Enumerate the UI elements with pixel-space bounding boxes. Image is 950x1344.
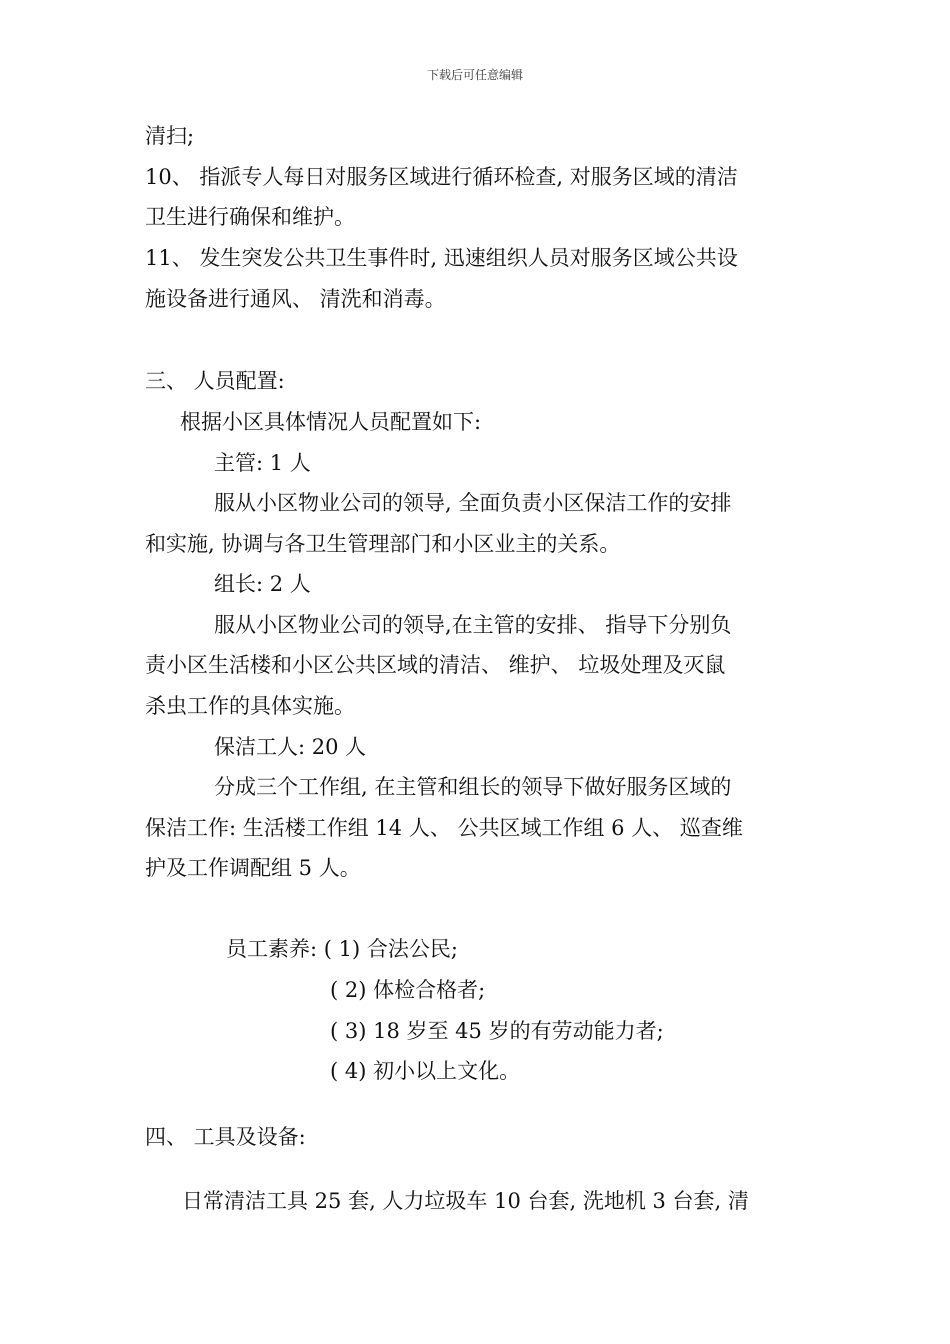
body-line: 护及工作调配组 5 人。	[145, 856, 361, 880]
body-line: 杀虫工作的具体实施。	[145, 694, 355, 718]
body-line: 责小区生活楼和小区公共区域的清洁、 维护、 垃圾处理及灭鼠	[145, 653, 726, 677]
body-line: 和实施, 协调与各卫生管理部门和小区业主的关系。	[145, 532, 621, 556]
section-heading: 四、 工具及设备:	[145, 1125, 306, 1149]
body-line: 服从小区物业公司的领导, 全面负责小区保洁工作的安排	[214, 491, 732, 515]
body-line: 日常清洁工具 25 套, 人力垃圾车 10 台套, 洗地机 3 台套, 清	[182, 1189, 749, 1213]
staff-quality-line: ( 2) 体检合格者;	[330, 978, 486, 1002]
body-line: 分成三个工作组, 在主管和组长的领导下做好服务区域的	[214, 775, 732, 799]
body-line: 清扫;	[145, 124, 195, 148]
body-line: 根据小区具体情况人员配置如下:	[180, 410, 482, 434]
page-header: 下载后可任意编辑	[426, 68, 523, 82]
section-heading: 三、 人员配置:	[145, 369, 285, 393]
body-line: 11、 发生突发公共卫生事件时, 迅速组织人员对服务区域公共设	[145, 246, 738, 270]
role-heading: 组长: 2 人	[214, 572, 311, 596]
body-line: 10、 指派专人每日对服务区域进行循环检查, 对服务区域的清洁	[145, 165, 738, 189]
staff-quality-line: ( 4) 初小以上文化。	[330, 1059, 521, 1083]
body-line: 服从小区物业公司的领导,在主管的安排、 指导下分别负	[214, 613, 732, 637]
staff-quality-line: ( 3) 18 岁至 45 岁的有劳动能力者;	[330, 1019, 664, 1043]
body-line: 保洁工作: 生活楼工作组 14 人、 公共区域工作组 6 人、 巡查维	[145, 816, 743, 840]
role-heading: 主管: 1 人	[214, 451, 311, 475]
role-heading: 保洁工人: 20 人	[214, 735, 367, 759]
body-line: 施设备进行通风、 清洗和消毒。	[145, 287, 446, 311]
staff-quality-line: 员工素养: ( 1) 合法公民;	[226, 937, 458, 961]
body-line: 卫生进行确保和维护。	[145, 205, 355, 229]
